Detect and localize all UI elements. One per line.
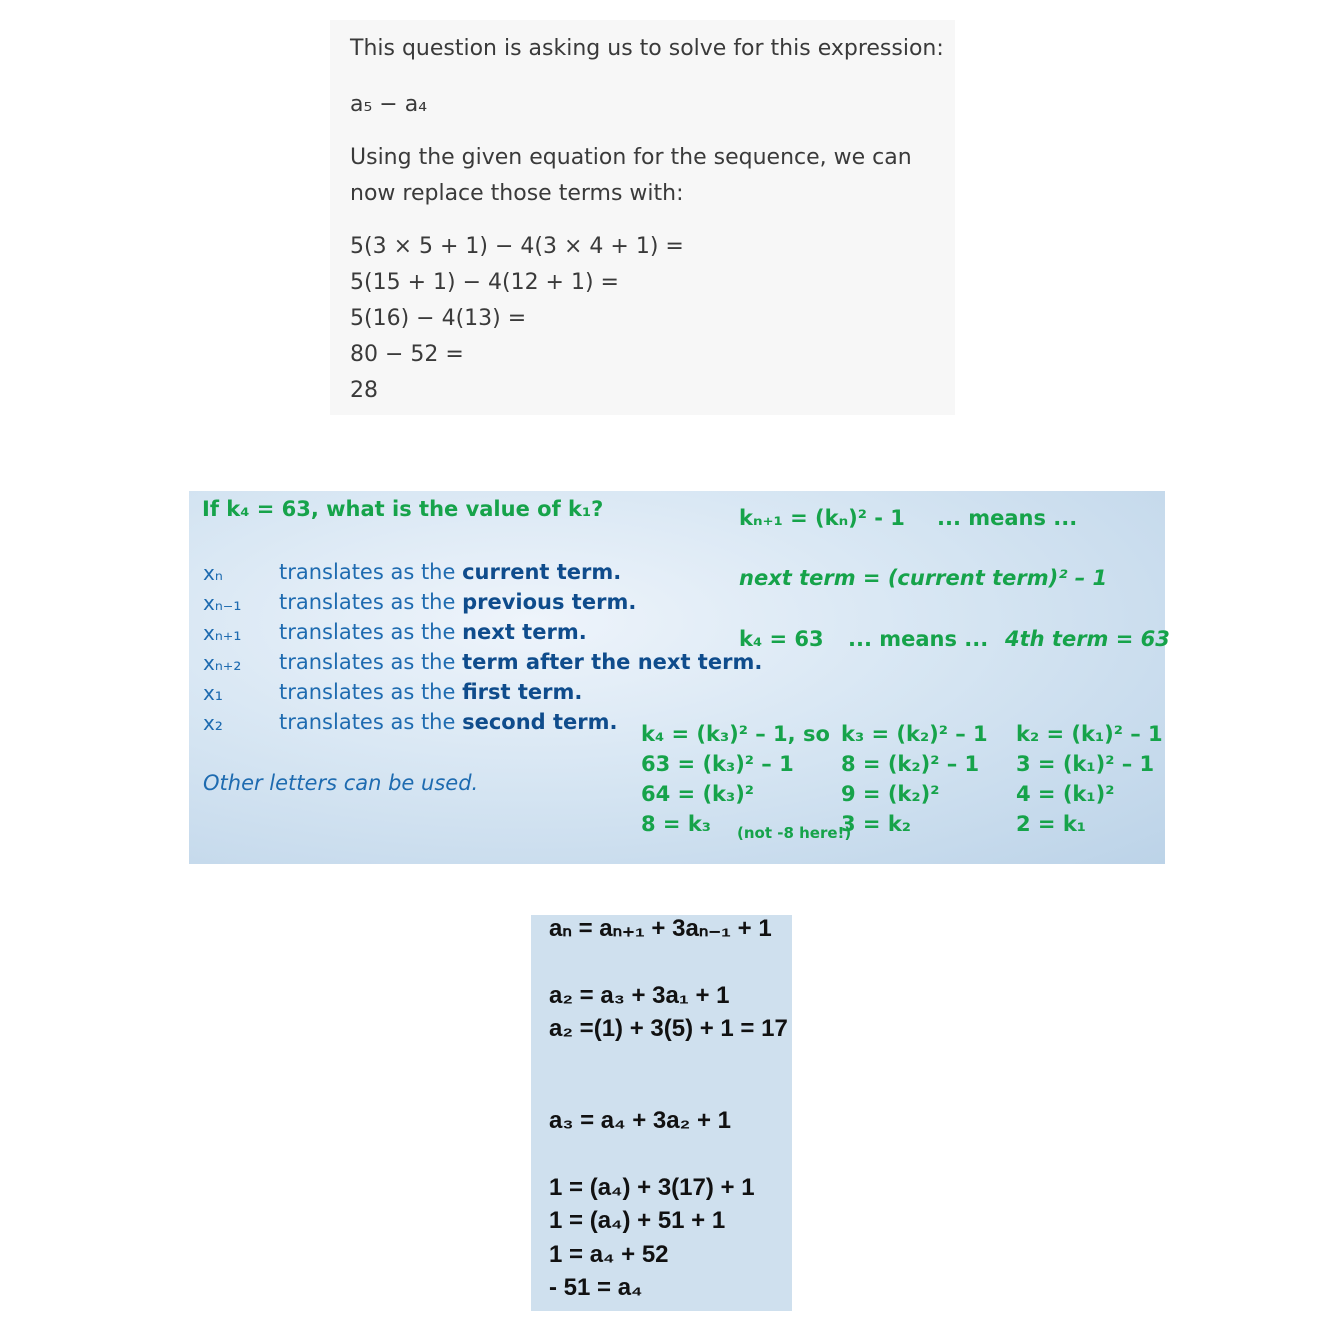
recursion-formula: kₙ₊₁ = (kₙ)² - 1 xyxy=(739,506,905,530)
question-text: If k₄ = 63, what is the value of k₁? xyxy=(202,497,604,521)
k2-work-line: 8 = (k₂)² – 1 xyxy=(841,752,980,776)
work-line: 1 = a₄ + 52 xyxy=(549,1241,669,1268)
work-line: 1 = (a₄) + 51 + 1 xyxy=(549,1207,726,1234)
other-letters-note: Other letters can be used. xyxy=(203,771,479,795)
sign-note: (not -8 here!) xyxy=(737,824,852,842)
k2-work-line: k₃ = (k₂)² – 1 xyxy=(841,722,988,746)
var-definition: translates as the previous term. xyxy=(279,590,637,614)
var-symbol: xₙ xyxy=(203,561,223,585)
var-definition: translates as the first term. xyxy=(279,680,583,704)
var-symbol: xₙ₊₂ xyxy=(203,651,242,675)
final-answer: - 51 = a₄ xyxy=(549,1274,643,1301)
fourth-term-value: 4th term = 63 xyxy=(1005,627,1170,651)
k4-given: k₄ = 63 xyxy=(739,627,824,651)
means-label-2: ... means ... xyxy=(848,627,989,651)
k3-work-line: 63 = (k₃)² – 1 xyxy=(641,752,794,776)
recursive-sequence-panel xyxy=(189,491,1170,864)
calc-step-3: 5(16) − 4(13) = xyxy=(350,306,527,331)
work-line: a₃ = a₄ + 3a₂ + 1 xyxy=(549,1107,731,1134)
var-definition: translates as the next term. xyxy=(279,620,587,644)
work-line: a₂ = a₃ + 3a₁ + 1 xyxy=(549,982,730,1009)
k1-work-line: 4 = (k₁)² xyxy=(1016,782,1115,806)
explanation-line-1: Using the given equation for the sequence, we can xyxy=(350,145,912,170)
calc-step-2: 5(15 + 1) − 4(12 + 1) = xyxy=(350,270,619,295)
k2-work-line: 9 = (k₂)² xyxy=(841,782,940,806)
k1-work-line: k₂ = (k₁)² – 1 xyxy=(1016,722,1163,746)
calc-step-1: 5(3 × 5 + 1) − 4(3 × 4 + 1) = xyxy=(350,234,684,259)
var-definition: translates as the term after the next term. xyxy=(279,650,763,674)
calc-step-result: 28 xyxy=(350,378,378,403)
var-symbol: xₙ₋₁ xyxy=(203,591,242,615)
k1-result: 2 = k₁ xyxy=(1016,812,1086,836)
work-line: 1 = (a₄) + 3(17) + 1 xyxy=(549,1174,755,1201)
k3-work-line: k₄ = (k₃)² – 1, so xyxy=(641,722,830,746)
explanation-line-2: now replace those terms with: xyxy=(350,181,684,206)
var-definition: translates as the current term. xyxy=(279,560,622,584)
sequence-solution-panel xyxy=(330,20,955,415)
recurrence-formula: aₙ = aₙ₊₁ + 3aₙ₋₁ + 1 xyxy=(549,915,772,942)
calc-step-4: 80 − 52 = xyxy=(350,342,464,367)
var-definition: translates as the second term. xyxy=(279,710,618,734)
k1-work-line: 3 = (k₁)² – 1 xyxy=(1016,752,1155,776)
work-line: a₂ =(1) + 3(5) + 1 = 17 xyxy=(549,1015,788,1042)
var-symbol: x₂ xyxy=(203,711,223,735)
recurrence-work-panel xyxy=(531,915,792,1311)
target-expression: a₅ − a₄ xyxy=(350,92,428,117)
k3-work-line: 64 = (k₃)² xyxy=(641,782,754,806)
intro-text: This question is asking us to solve for this expression: xyxy=(350,36,944,61)
means-label-1: ... means ... xyxy=(937,506,1078,530)
k2-result: 3 = k₂ xyxy=(841,812,911,836)
k3-result: 8 = k₃ xyxy=(641,812,711,836)
var-symbol: xₙ₊₁ xyxy=(203,621,242,645)
next-term-definition: next term = (current term)² – 1 xyxy=(739,566,1108,590)
var-symbol: x₁ xyxy=(203,681,223,705)
